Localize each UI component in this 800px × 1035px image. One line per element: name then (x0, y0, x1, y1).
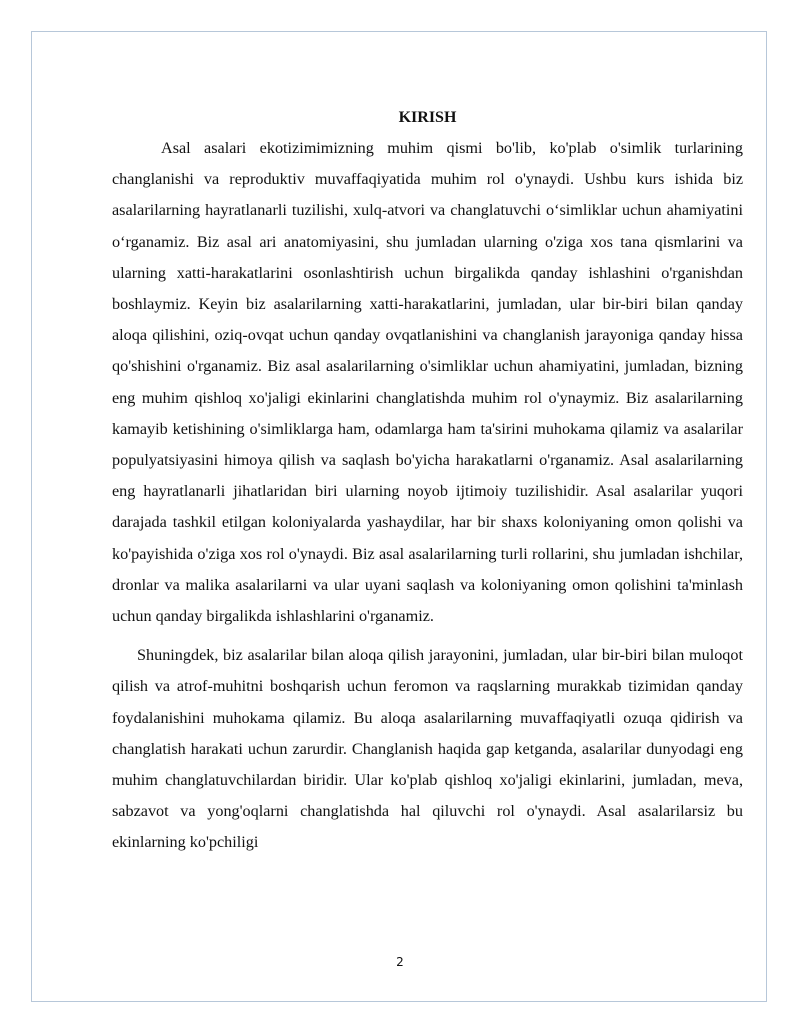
document-page (31, 31, 767, 1002)
body-paragraph-2: Shuningdek, biz asalarilar bilan aloqa qilish jarayonini, jumladan, ular bir-biri bilan muloqot qilish va atrof-muhitni boshqarish uchun feromon va raqslarning murakkab tizimidan qanday foydalanishini muhokama qilamiz. Bu aloqa asalarilarning muvaffaqiyatli ozuqa qidirish va changlatish harakati uchun zarurdir. Changlanish haqida gap ketganda, asalarilar dunyodagi eng muhim changlatuvchilardan biridir. Ular ko'plab qishloq xo'jaligi ekinlarini, jumladan, meva, sabzavot va yong'oqlarni changlatishda hal qiluvchi rol o'ynaydi. Asal asalarilarsiz bu ekinlarning ko'pchiligi (112, 646, 743, 852)
page-number: 2 (396, 955, 404, 969)
body-paragraph-1: Asal asalari ekotizimimizning muhim qismi bo'lib, ko'plab o'simlik turlarining changlanishi va reproduktiv muvaffaqiyatida muhim rol o'ynaydi. Ushbu kurs ishida biz asalarilarning hayratlanarli tuzilishi, xulq-atvori va changlatuvchi o‘simliklar uchun ahamiyatini o‘rganamiz. Biz asal ari anatomiyasini, shu jumladan ularning o'ziga xos tana qismlarini va ularning xatti-harakatlarini osonlashtirish uchun birgalikda qanday ishlashini o'rganishdan boshlaymiz. Keyin biz asalarilarning xatti-harakatlarini, jumladan, ular bir-biri bilan qanday aloqa qilishini, oziq-ovqat uchun qanday ovqatlanishini va changlanish jarayoniga qanday hissa qo'shishini o'rganamiz. Biz asal asalarilarning o'simliklar uchun ahamiyatini, jumladan, bizning eng muhim qishloq xo'jaligi ekinlarini changlatishda muhim rol o'ynaymiz. Biz asalarilarning kamayib ketishining o'simliklarga ham, odamlarga ham ta'sirini muhokama qilamiz va asalarilar populyatsiyasini himoya qilish va saqlash bo'yicha harakatlarni o'rganamiz. Asal asalarilarning eng hayratlanarli jihatlaridan biri ularning noyob ijtimoiy tuzilishidir. Asal asalarilar yuqori darajada tashkil etilgan koloniyalarda yashaydilar, har bir shaxs koloniyaning omon qolishi va ko'payishida o'ziga xos rol o'ynaydi. Biz asal asalarilarning turli rollarini, shu jumladan ishchilar, dronlar va malika asalarilarni va ular uyani saqlash va koloniyaning omon qolishini ta'minlash uchun qanday birgalikda ishlashlarini o'rganamiz. (112, 139, 743, 626)
page-content (112, 108, 743, 859)
section-heading: KIRISH (398, 109, 457, 126)
